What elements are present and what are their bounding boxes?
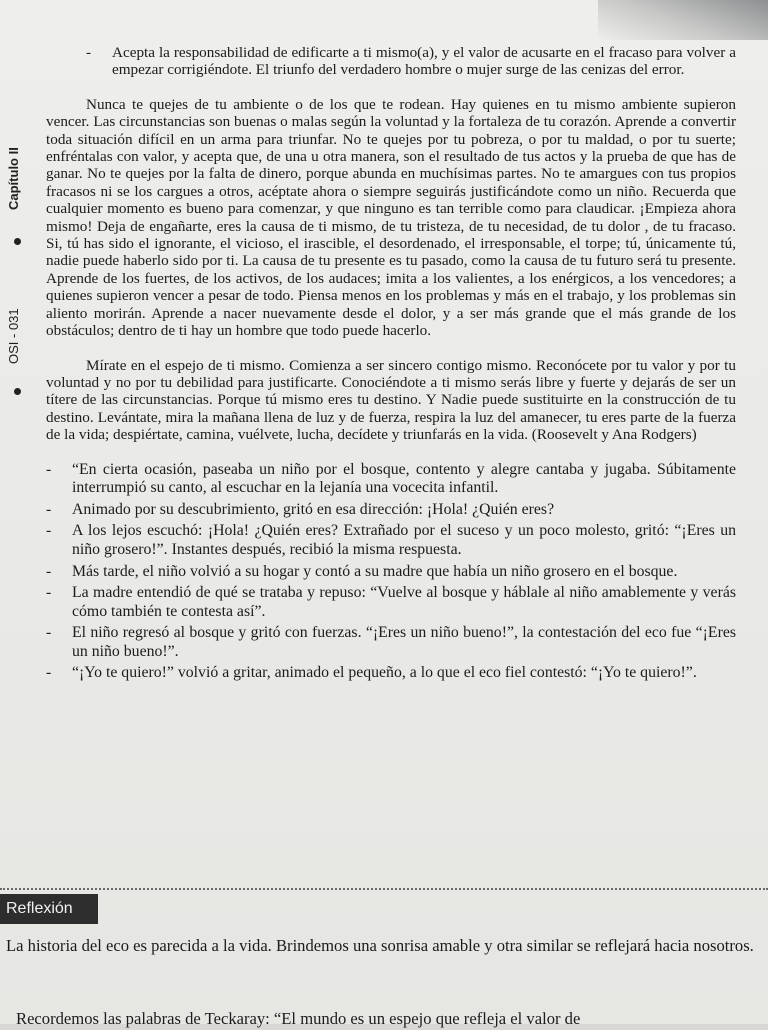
list-marker: - <box>46 664 52 682</box>
story-list <box>46 461 736 684</box>
intro-text: Acepta la responsabilidad de edificarte a ti mismo(a), y el valor de acusarte en el fracaso para volver a empezar corrigiéndote. El triunfo del verdadero hombre o mujer surge de las cenizas del error. <box>112 44 736 79</box>
story-text: La madre entendió de qué se trataba y repuso: “Vuelve al bosque y háblale al niño amablemente y verás cómo también te contesta así”. <box>72 584 736 620</box>
reflection-heading: Reflexión <box>0 894 98 924</box>
story-list-item <box>46 461 736 498</box>
margin-dot <box>14 238 21 245</box>
story-text: Animado por su descubrimiento, gritó en esa dirección: ¡Hola! ¿Quién eres? <box>72 500 555 518</box>
list-marker: - <box>46 460 52 478</box>
list-marker: - <box>46 624 52 642</box>
story-list-item <box>46 584 736 621</box>
course-code-side-label: OSI - 031 <box>6 308 21 364</box>
story-list-item <box>46 664 736 683</box>
story-text: “¡Yo te quiero!” volvió a gritar, animado el pequeño, a lo que el eco fiel contestó: “¡Yo te quiero!”. <box>72 664 697 682</box>
story-text: “En cierta ocasión, paseaba un niño por el bosque, contento y alegre cantaba y jugaba. Súbitamente interrumpió su canto, al escuchar en la lejanía una vocecita infantil. <box>72 460 736 497</box>
story-text: A los lejos escuchó: ¡Hola! ¿Quién eres? Extrañado por el suceso y un poco molesto, gritó: “¡Eres un niño grosero!”. Instantes después, recibió la misma respuesta. <box>72 522 736 558</box>
story-text: Más tarde, el niño volvió a su hogar y contó a su madre que había un niño grosero en el bosque. <box>72 562 678 580</box>
list-marker: - <box>46 500 52 518</box>
list-marker: - <box>86 44 92 61</box>
list-marker: - <box>46 522 52 540</box>
story-list-item <box>46 563 736 582</box>
paragraph: Mírate en el espejo de ti mismo. Comienza a ser sincero contigo mismo. Reconócete por tu valor y por tu voluntad y no por tu debilidad para justificarte. Conociéndote a ti mismo serás libre y fuerte y dejarás de ser un títere de las circunstancias. Porque tú mismo eres tu destino. Y Nadie puede sustituirte en la construcción de tu destino. Levántate, mira la mañana llena de luz y de fuerza, respira la luz del amanecer, tu eres parte de la fuerza de la vida; despiértate, camina, vuélvete, lucha, decídete y triunfarás en la vida. (Roosevelt y Ana Rodgers) <box>46 356 736 444</box>
section-divider <box>0 888 768 890</box>
story-text: El niño regresó al bosque y gritó con fuerzas. “¡Eres un niño bueno!”, la contestación del eco fue “¡Eres un niño bueno!”. <box>72 624 736 660</box>
margin-dot <box>14 388 21 395</box>
story-list-item <box>46 624 736 661</box>
cut-off-line: Recordemos las palabras de Teckaray: “El mundo es un espejo que refleja el valor de <box>16 1009 581 1028</box>
list-marker: - <box>46 562 52 580</box>
main-text <box>46 44 736 686</box>
intro-list-item <box>46 44 736 79</box>
page-corner-shadow <box>598 0 768 40</box>
paragraph: Nunca te quejes de tu ambiente o de los que te rodean. Hay quienes en tu mismo ambiente supieron vencer. Las circunstancias son buenas o malas según la voluntad y la fortaleza de tu corazón. Aprende a convertir toda situación difícil en un arma para triunfar. No te quejes por tu pobreza, o por tu maldad, o por tu suerte; enfréntalas con valor, y acepta que, de una u otra manera, son el resultado de tus actos y la prueba de que has de ganar. No te quejes por la falta de dinero, porque abunda en muchísimas partes. No te amargues con tus propios fracasos ni se los cargues a otros, acéptate ahora o siempre seguirás justificándote como un niño. Recuerda que cualquier momento es bueno para comenzar, y que ninguno es tan terrible como para claudicar. ¡Empieza ahora mismo! Deja de engañarte, eres la causa de ti mismo, de tu tristeza, de tu necesidad, de tu dolor , de tu fracaso. Si, tú has sido el ignorante, el vicioso, el irascible, el desordenado, el irresponsable, el torpe; tú, únicamente tú, nadie puede haberlo sido por ti. La causa de tu presente es tu pasado, como la causa de tu futuro será tu presente. Aprende de los fuertes, de los activos, de los audaces; imita a los valientes, a los enérgicos, a los vencedores; a quienes supieron vencer a pesar de todo. Piensa menos en los problemas y más en el trabajo, y los problemas sin aliento morirán. Aprende a nacer nuevamente desde el dolor, y a ser más grande que el más grande de los obstáculos; dentro de ti hay un hombre que todo puede hacerlo. <box>46 95 736 340</box>
chapter-side-label: Capítulo II <box>6 147 21 210</box>
reflection-text: La historia del eco es parecida a la vida. Brindemos una sonrisa amable y otra similar se reflejará hacia nosotros. <box>6 936 754 955</box>
story-list-item <box>46 522 736 559</box>
list-marker: - <box>46 584 52 602</box>
story-list-item <box>46 501 736 520</box>
